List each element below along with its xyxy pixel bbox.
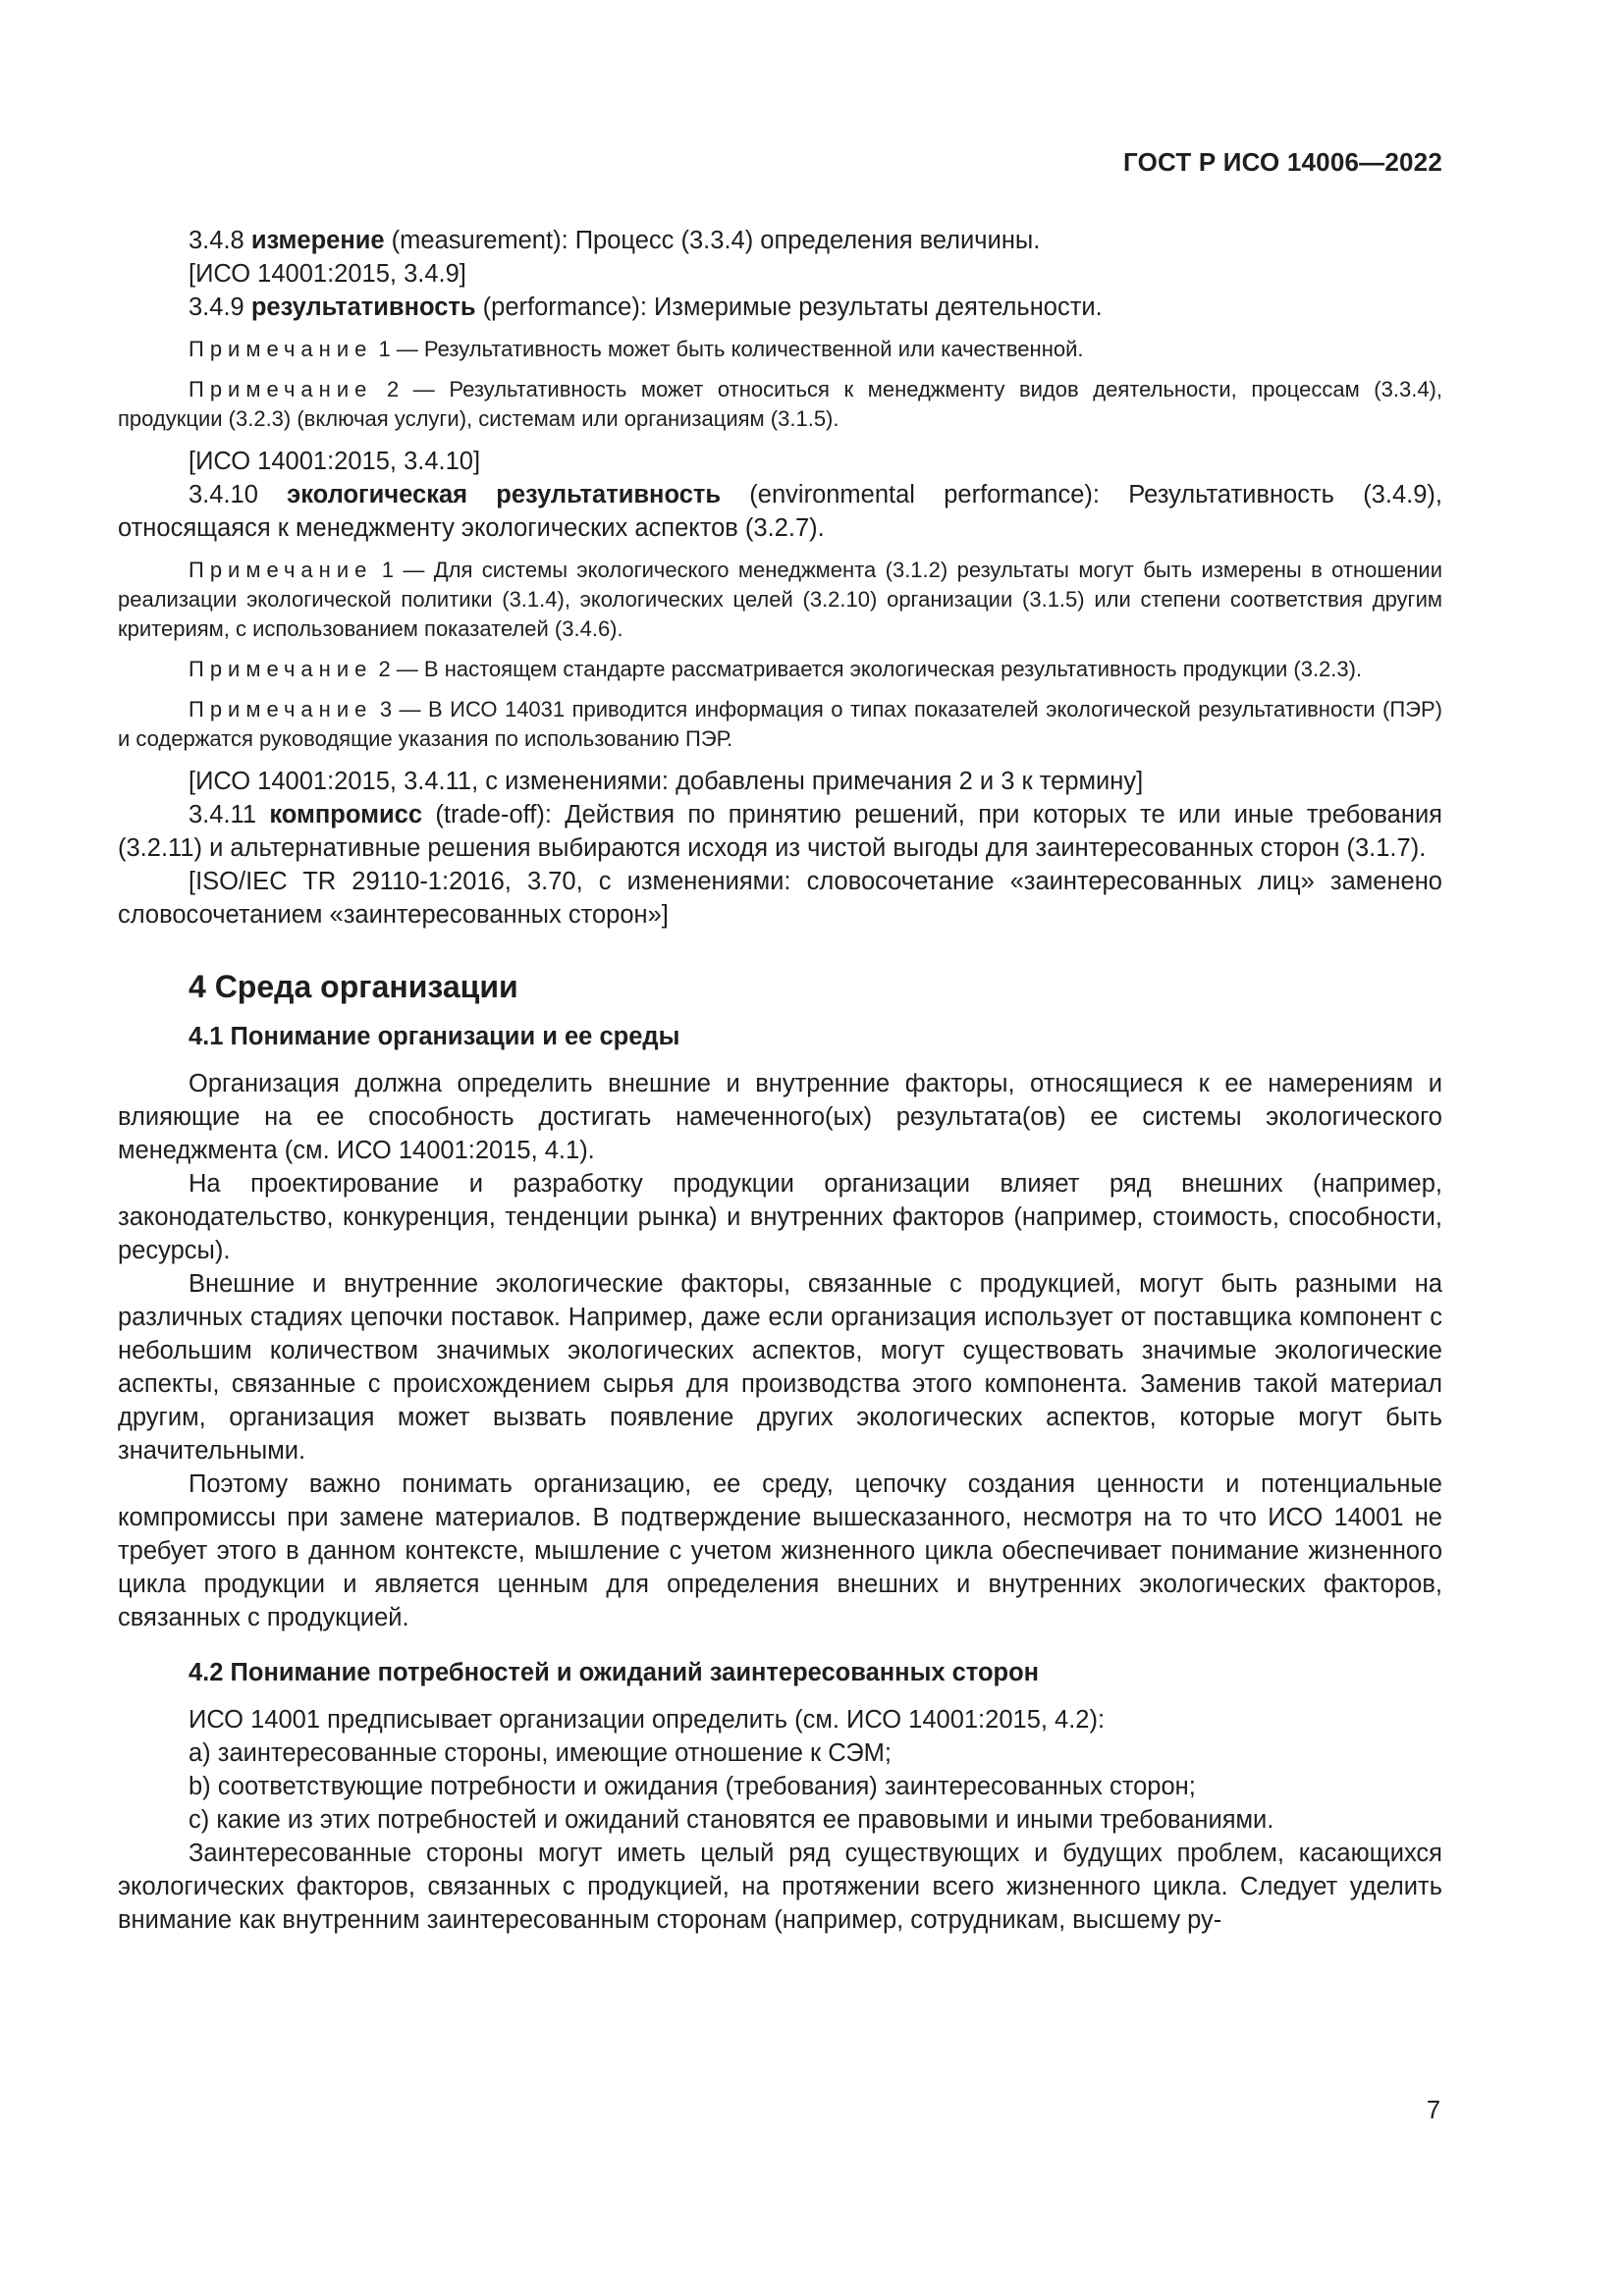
term-3-4-10: 3.4.10 экологическая результативность (environmental performance): Результативность (3.4.9), относящаяся к менеджменту экологических аспектов (3.2.7).	[118, 481, 1442, 542]
paragraph: Внешние и внутренние экологические факторы, связанные с продукцией, могут быть разными на различных стадиях цепочки поставок. Например, даже если организация использует от поставщика компонент с небольшим количеством значимых экологических аспектов, могут существовать значимые экологические аспекты, связанные с происхождением сырья для производства этого компонента. Заменив такой материал другим, организация может вызвать появление других экологических аспектов, которые могут быть значительными.	[118, 1270, 1442, 1465]
paragraph: ИСО 14001 предписывает организации определить (см. ИСО 14001:2015, 4.2):	[189, 1706, 1106, 1734]
section-4-2-heading: 4.2 Понимание потребностей и ожиданий заинтересованных сторон	[189, 1659, 1040, 1686]
term-source: [ИСО 14001:2015, 3.4.10]	[189, 448, 481, 475]
page-body	[118, 224, 1442, 1937]
term-name: компромисс	[269, 801, 423, 828]
term-source: [ИСО 14001:2015, 3.4.11, с изменениями: добавлены примечания 2 и 3 к термину]	[189, 768, 1144, 795]
list-item: a) заинтересованные стороны, имеющие отношение к СЭМ;	[189, 1739, 892, 1767]
note: Примечание 1 — Результативность может быть количественной или качественной.	[189, 337, 1084, 361]
term-name: экологическая результативность	[287, 481, 722, 508]
note: Примечание 3 — В ИСО 14031 приводится информация о типах показателей экологической результативности (ПЭР) и содержатся руководящие указания по использованию ПЭР.	[118, 697, 1442, 751]
section-4-heading: 4 Среда организации	[189, 969, 518, 1004]
list-item: b) соответствующие потребности и ожидания (требования) заинтересованных сторон;	[189, 1773, 1196, 1800]
term-source: [ISO/IEC TR 29110-1:2016, 3.70, с изменениями: словосочетание «заинтересованных лиц» заменено словосочетанием «заинтересованных сторон»]	[118, 868, 1442, 929]
section-4-1-heading: 4.1 Понимание организации и ее среды	[189, 1023, 680, 1050]
term-3-4-11: 3.4.11 компромисс (trade-off): Действия по принятию решений, при которых те или иные требования (3.2.11) и альтернативные решения выбираются исходя из чистой выгоды для заинтересованных сторон (3.1.7).	[118, 801, 1442, 862]
paragraph: На проектирование и разработку продукции организации влияет ряд внешних (например, законодательство, конкуренция, тенденции рынка) и внутренних факторов (например, стоимость, способности, ресурсы).	[118, 1170, 1442, 1264]
document-code-header: ГОСТ Р ИСО 14006—2022	[1122, 147, 1442, 177]
term-name: результативность	[250, 294, 476, 321]
note: Примечание 1 — Для системы экологического менеджмента (3.1.2) результаты могут быть измерены в отношении реализации экологической политики (3.1.4), экологических целей (3.2.10) организации (3.1.5) или степени соответствия другим критериям, с использованием показателей (3.4.6).	[118, 558, 1442, 641]
term-name: измерение	[250, 227, 385, 254]
paragraph: Заинтересованные стороны могут иметь целый ряд существующих и будущих проблем, касающихся экологических факторов, связанных с продукцией, на протяжении всего жизненного цикла. Следует уделить внимание как внутренним заинтересованным сторонам (например, сотрудникам, высшему ру-	[118, 1840, 1442, 1934]
term-3-4-9: 3.4.9 результативность (performance): Измеримые результаты деятельности.	[189, 294, 1103, 321]
note: Примечание 2 — Результативность может относиться к менеджменту видов деятельности, процессам (3.3.4), продукции (3.2.3) (включая услуги), системам или организациям (3.1.5).	[118, 377, 1442, 431]
list-item: c) какие из этих потребностей и ожиданий становятся ее правовыми и иными требованиями.	[189, 1806, 1274, 1834]
term-3-4-8: 3.4.8 измерение (measurement): Процесс (3.3.4) определения величины.	[189, 227, 1041, 254]
term-source: [ИСО 14001:2015, 3.4.9]	[189, 260, 466, 288]
paragraph: Организация должна определить внешние и внутренние факторы, относящиеся к ее намерениям и влияющие на ее способность достигать намеченного(ых) результата(ов) ее системы экологического менеджмента (см. ИСО 14001:2015, 4.1).	[118, 1070, 1442, 1164]
page-number: 7	[1426, 2097, 1440, 2124]
paragraph: Поэтому важно понимать организацию, ее среду, цепочку создания ценности и потенциальные компромиссы при замене материалов. В подтверждение вышесказанного, несмотря на то что ИСО 14001 не требует этого в данном контексте, мышление с учетом жизненного цикла обеспечивает понимание жизненного цикла продукции и является ценным для определения внешних и внутренних экологических факторов, связанных с продукцией.	[118, 1470, 1442, 1631]
note: Примечание 2 — В настоящем стандарте рассматривается экологическая результативность продукции (3.2.3).	[189, 657, 1363, 681]
